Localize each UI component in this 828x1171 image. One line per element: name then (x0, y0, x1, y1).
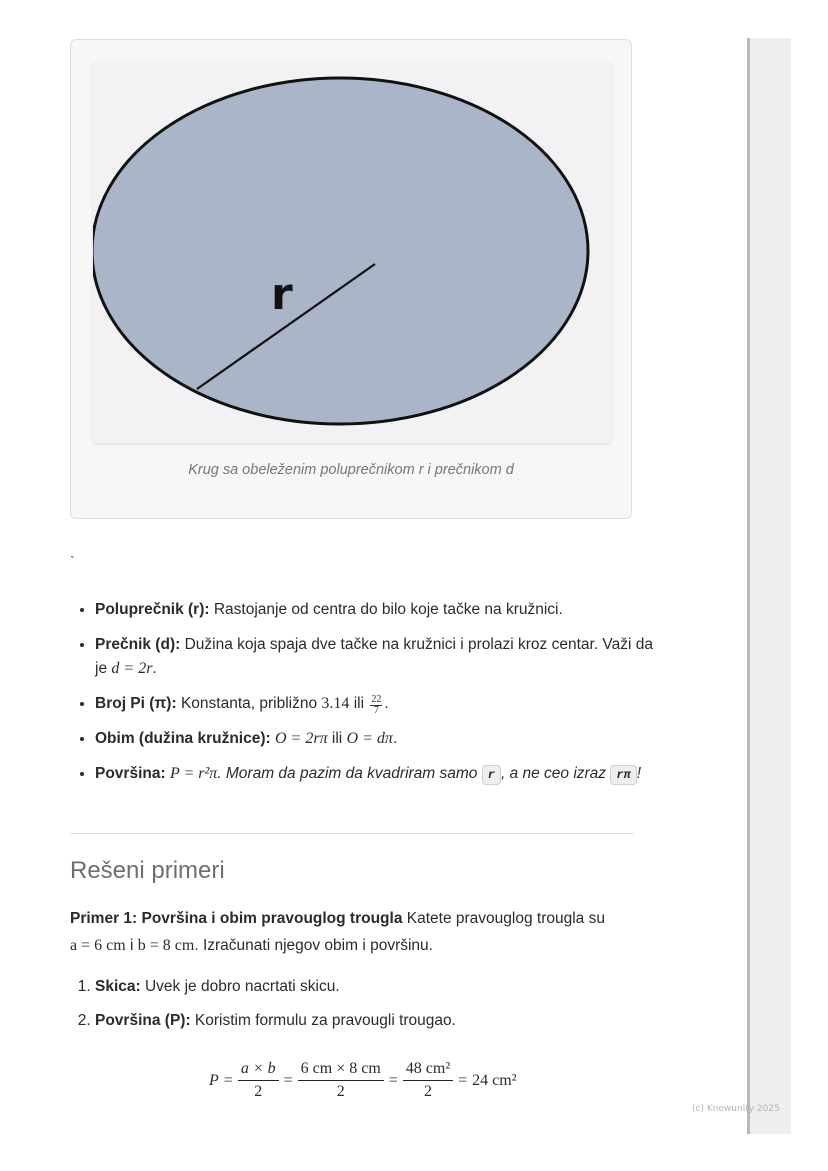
step-term: Skica: (95, 978, 141, 995)
punctuation: . (384, 695, 389, 712)
math-expression: P = r²π (169, 765, 218, 782)
math-expression: d = 2r (111, 660, 153, 677)
fraction-denominator: 2 (336, 1083, 345, 1100)
definitions-list (70, 598, 660, 797)
punctuation: ! (636, 765, 642, 782)
step-term: Površina (P): (95, 1012, 191, 1029)
list-item (95, 1009, 660, 1033)
fraction-numerator: a × b (238, 1060, 279, 1081)
punctuation: . (392, 730, 398, 747)
example-title: Primer 1: Površina i obim pravouglog trougla (70, 910, 403, 927)
area-formula (209, 1060, 517, 1101)
connector: ili (331, 730, 343, 747)
math-expression: O = 2rπ (275, 730, 328, 747)
term: Poluprečnik (r): (95, 601, 210, 618)
definition-text: , a ne ceo izraz (500, 765, 607, 782)
watermark: (c) Knowunity 2025 (692, 1104, 780, 1114)
definition-text: . Moram da pazim da kvadriram samo (217, 765, 478, 782)
list-item (95, 727, 660, 751)
equals-sign: = (223, 1071, 233, 1089)
punctuation: . (152, 660, 157, 677)
figure-caption: Krug sa obeleženim poluprečnikom r i prečnikom d (188, 462, 514, 478)
example-paragraph (70, 905, 640, 959)
list-item (95, 633, 660, 681)
step-text: Koristim formulu za pravougli trougao. (194, 1012, 456, 1029)
formula-lhs: P (209, 1071, 219, 1089)
inline-code: r (482, 765, 501, 785)
stray-mark: ` (70, 553, 75, 569)
steps-list (70, 975, 660, 1043)
math-expression: O = dπ (346, 730, 393, 747)
fraction-denominator: 7 (373, 705, 379, 716)
list-item (95, 762, 660, 786)
term: Obim (dužina kružnice): (95, 730, 271, 747)
formula-result: 24 cm² (472, 1071, 517, 1089)
list-item (95, 975, 660, 999)
list-item (95, 692, 660, 716)
radius-label: r (271, 269, 293, 320)
term: Prečnik (d): (95, 636, 181, 653)
circle-shape (93, 78, 588, 424)
example-text: Katete pravouglog trougla su (406, 910, 605, 927)
fraction (298, 1060, 384, 1101)
circle-diagram (93, 62, 611, 443)
definition-text: Dužina koja spaja dve tačke na kružnici i prolazi kroz centar. Važi da je (95, 636, 653, 677)
math-expression: a = 6 cm (70, 937, 126, 954)
definition-text: Konstanta, približno (180, 695, 318, 712)
definition-text: Rastojanje od centra do bilo koje tačke na kružnici. (213, 601, 563, 618)
equals-sign: = (388, 1071, 398, 1089)
fraction-numerator: 6 cm × 8 cm (298, 1060, 384, 1081)
fraction (238, 1060, 279, 1101)
term: Površina: (95, 765, 166, 782)
connector: ili (353, 695, 365, 712)
section-divider (70, 833, 634, 834)
section-heading: Rešeni primeri (70, 857, 225, 884)
figure-card (70, 39, 632, 519)
connector: i (129, 937, 134, 954)
math-expression: b = 8 cm (137, 937, 195, 954)
term: Broj Pi (π): (95, 695, 177, 712)
fraction-denominator: 2 (254, 1083, 263, 1100)
fraction-numerator: 22 (371, 694, 382, 705)
fraction (370, 695, 382, 716)
example-text: . Izračunati njegov obim i površinu. (194, 937, 433, 954)
fraction-numerator: 48 cm² (403, 1060, 453, 1081)
equals-sign: = (458, 1071, 468, 1089)
fraction-denominator: 2 (423, 1083, 432, 1100)
inline-code: rπ (610, 765, 636, 785)
step-text: Uvek je dobro nacrtati skicu. (144, 978, 340, 995)
equals-sign: = (283, 1071, 293, 1089)
pi-value: 3.14 (321, 695, 350, 712)
fraction (403, 1060, 453, 1101)
right-sidebar (750, 38, 791, 1134)
figure-image (93, 62, 611, 443)
list-item (95, 598, 660, 622)
